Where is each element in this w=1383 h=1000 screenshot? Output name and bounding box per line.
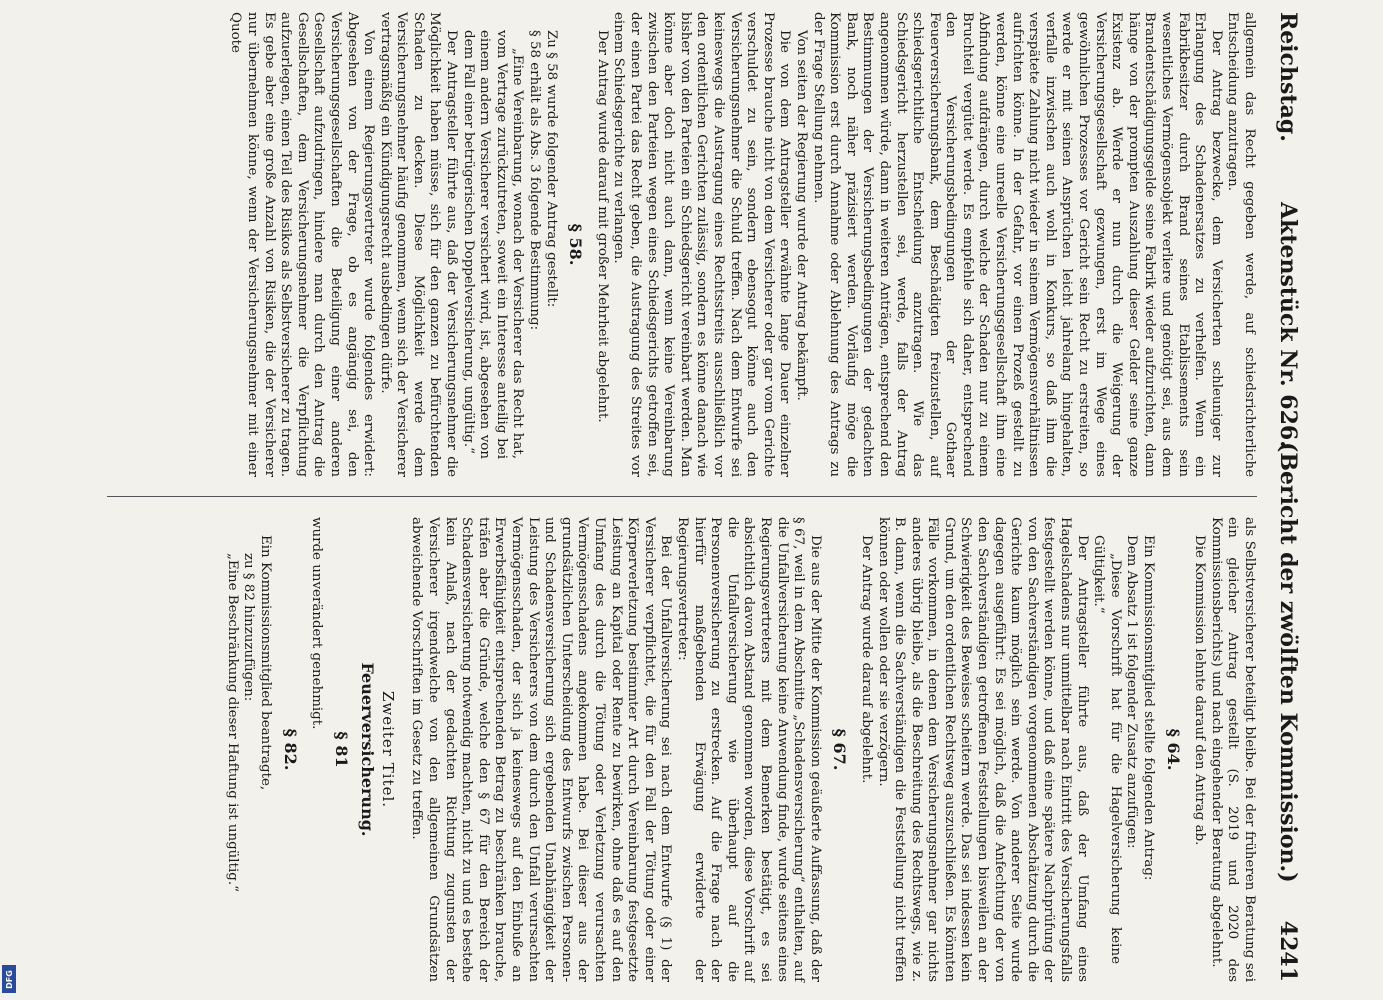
- title-subheading: Feuerversicherung.: [358, 662, 378, 837]
- quoted-provision: „Eine Beschränkung dieser Haftung ist ungültig.“: [224, 553, 240, 892]
- digitization-footer: [2, 12, 16, 988]
- section-heading-58: § 58.: [566, 223, 586, 266]
- paragraph: Dem Absatz 1 ist folgender Zusatz anzufügen:: [1124, 535, 1140, 849]
- paragraph: Der Antragsteller führte aus, daß der Versicherungsnehmer die Möglichkeit haben müsse, sich für den ganzen zu befürchtenden Schaden zu decken. Diese Möglichkeit werde dem Versicherungsnehmer häufig genommen, wenn sich der Versicherer vertragsmäßig ein Kündigungsrecht ausbedingen dürfe.: [377, 12, 460, 477]
- paragraph: als Selbstversicherer beteiligt bleibe. Bei der früheren Beratung sei ein gleicher Antrag gestellt (S. 2019 und 2020 des Kommissionsberichts) und nach eingehender Beratung abgelehnt.: [1208, 517, 1257, 982]
- paragraph: Ein Kommissionsmitglied stellte folgenden Antrag:: [1141, 535, 1157, 881]
- section-heading-67: § 67.: [830, 728, 850, 771]
- dfg-logo: DFG: [2, 965, 16, 993]
- paragraph: Zu § 58 wurde folgender Antrag gestellt:: [543, 30, 559, 308]
- column-left: [227, 12, 1257, 477]
- column-right: [223, 517, 1257, 982]
- paragraph: Der Antrag wurde darauf abgelehnt.: [858, 535, 874, 784]
- quoted-provision: „Diese Vorschrift hat für die Hagelversicherung keine Gültigkeit.“: [1091, 535, 1123, 964]
- page-number: 4241: [1275, 920, 1301, 982]
- section-heading-64: § 64.: [1163, 728, 1183, 771]
- page-header: [1265, 12, 1305, 982]
- paragraph: Von einem Regierungsvertreter wurde folgendes erwidert: Abgesehen von der Frage, ob es angängig sei, den Versicherungsgesellschaften die Beteiligung einer anderen Gesellschaft aufzudringen, hindere man durch den Antrag die Gesellschaften, dem Versicherungsnehmer die Verpflichtung aufzuerlegen, einen Teil des Risikos als Selbstversicherer zu tragen. Es gebe aber eine große Anzahl von Risiken, die der Versicherer nur übernehmen könne, wenn der Versicherungsnehmer mit einer Quote: [228, 12, 377, 477]
- title-heading: Zweiter Titel.: [378, 690, 397, 809]
- paragraph: allgemein das Recht gegeben werde, auf schiedsrichterliche Entscheidung anzutragen.: [1225, 12, 1257, 477]
- column-divider: [107, 496, 1257, 497]
- paragraph: Der Antrag bezwecke, dem Versicherten schleuniger zur Erlangung des Schadenersatzes zu verhelfen. Wenn ein Fabrikbesitzer durch Brand seines Etablissements sein wesentliches Vermögensobjekt verliere und genötigt sei, aus dem Brandentschädigungsgelde seine Fabrik wieder aufzurichten, dann hänge von der prompten Auszahlung dieser Gelder seine ganze Existenz ab. Werde er nun durch die Weigerung der Versicherungsgesellschaft gezwungen, erst im Wege eines gewöhnlichen Prozesses vor Gericht sein Recht zu erstreiten, so werde er mit seinen Ansprüchen leicht jahrelang hingehalten, verfalle inzwischen auch wohl in Konkurs, so daß ihm die verspätete Zahlung nicht wieder in seinem Vermögensverhältnissen aufrichten könne. In der Gefahr, vor einen Prozeß gestellt zu werden, könne eine unreelle Versicherungsgesellschaft ihm eine Abfindung aufdrängen, durch welche der Schaden nur zu einem Bruchteil vergütet werde. Es empfehle sich daher, entsprechend den Versicherungsbedingungen der Gothaer Feuerversicherungsbank, dem Beschädigten freizustellen, auf schiedsgerichtliche Entscheidung anzutragen. Wie das Schiedsgericht herzustellen sei, werde, falls der Antrag angenommen würde, dann in weiteren Anträgen, entsprechend den Bestimmungen der Versicherungsbedingungen der gedachten Bank, noch näher präzisiert werden. Vorläufig möge die Kommission erst durch Annahme oder Ablehnung des Antrags zu der Frage Stellung nehmen.: [810, 12, 1224, 477]
- footer-text: [0, 12, 2, 988]
- paragraph: Der Antragsteller führte aus, daß der Umfang eines Hagelschadens nur unmittelbar nach Eintritt des Versicherungsfalls festgestellt werden könne, und daß eine spätere Nachprüfung der von den Sachverständigen vorgenommenen Abschätzung durch die Gerichte kaum möglich sein werde. Von anderer Seite wurde dagegen ausgeführt: Es sei möglich, daß die Anfechtung der von den Sachverständigen getroffenen Feststellungen bisweilen an der Schwierigkeit des Beweises scheitern werde. Das sei indessen kein Grund, um den ordentlichen Rechtsweg auszuschließen. Es könnten Fälle vorkommen, in denen dem Versicherungsnehmer gar nichts anderes übrig bleibe, als die Beschreitung des Rechtswegs, wie z. B. dann, wenn die Sachverständigen die Feststellung nicht treffen können oder wollen oder sie verzögern.: [875, 517, 1090, 982]
- rotated-page-content: [85, 12, 1305, 982]
- header-aktenstueck: Aktenstück Nr. 626.: [1275, 202, 1301, 448]
- paragraph: Ein Kommissionsmitglied beantragte,: [257, 535, 273, 791]
- header-reichstag: Reichstag.: [1275, 12, 1301, 142]
- header-bericht: (Bericht der zwölften Kommission.): [1275, 442, 1301, 883]
- section-heading-81: § 81: [331, 731, 351, 768]
- paragraph: § 58 erhält als Abs. 3 folgende Bestimmung:: [527, 30, 543, 331]
- paragraph: zu § 82 hinzuzufügen:: [241, 553, 257, 702]
- paragraph: Bei der Unfallversicherung sei nach dem Entwurfe (§ 1) der Versicherer verpflichtet, die für den Fall der Tötung oder einer Körperverletzung bestimmter Art durch Vereinbarung festgesetzte Leistung an Kapital oder Rente zu bewirken, ohne daß es auf den Umfang des durch die Tötung oder Verletzung verursachten Vermögensschadens angekommen habe. Bei dieser aus der grundsätzlichen Unterscheidung des Entwurfs zwischen Personen- und Schadensversicherung sich ergebenden Unabhängigkeit der Leistung des Versicherers von dem durch den Unfall verursachten Vermögensschaden, der sich ja keineswegs auf den Einbuße an Erwerbsfähigkeit entsprechenden Betrag zu beschränken brauche, träfen aber die Gründe, welche den § 67 für den Bereich der Schadensversicherung notwendig machten, nicht zu und es bestehe kein Anlaß, nach der gedachten Richtung zugunsten der Versicherer irgendwelche von den allgemeinen Grundsätzen abweichende Vorschriften im Gesetz zu treffen.: [409, 517, 674, 982]
- section-heading-82: § 82.: [280, 728, 300, 771]
- paragraph: Die Kommission lehnte darauf den Antrag ab.: [1192, 535, 1208, 846]
- quoted-provision: „Eine Vereinbarung, wonach der Versicherer das Recht hat, vom Vertrage zurückzutreten, soweit ein Interesse anteilig bei einem andern Versicherer versichert wird, ist, abgesehen von dem Fall einer betrügerischen Doppelversicherung, ungültig.“: [460, 30, 526, 459]
- paragraph: wurde unverändert genehmigt.: [309, 517, 325, 730]
- paragraph: Der Antrag wurde darauf mit großer Mehrheit abgelehnt.: [594, 30, 610, 423]
- paragraph: Die von dem Antragsteller erwähnte lange Dauer einzelner Prozesse brauche nicht von dem Versicherer oder gar vom Gerichte verschuldet zu sein, sondern ebensogut könne auch den Versicherungsnehmer die Schuld treffen. Nach dem Entwurfe sei keineswegs die Austragung eines Rechtsstreits ausschließlich vor den ordentlichen Gerichten zulässig, sondern es könne danach wie bisher von den Parteien ein Schiedsgericht vereinbart werden. Man könne aber doch nicht auch dann, wenn keine Vereinbarung zwischen den Parteien wegen eines Schiedsgerichts getroffen sei, der einen Partei das Recht geben, die Austragung des Streites vor einem Schiedsgerichte zu verlangen.: [611, 12, 793, 477]
- paragraph: Von seiten der Regierung wurde der Antrag bekämpft.: [793, 30, 809, 401]
- paragraph: Die aus der Mitte der Kommission geäußerte Auffassung, daß der § 67, weil in dem Abschnitte „Schadensversicherung“ enthalten, auf die Unfallversicherung keine Anwendung finde, wurde seitens eines Regierungsvertreters mit dem Bemerken bestätigt, es sei absichtlich davon Abstand genommen worden, diese Vorschrift auf die Unfallversicherung wie überhaupt auf die Personenversicherung zu erstrecken. Auf die Frage nach der hierfür maßgebenden Erwägung erwiderte der Regierungsvertreter:: [675, 517, 823, 982]
